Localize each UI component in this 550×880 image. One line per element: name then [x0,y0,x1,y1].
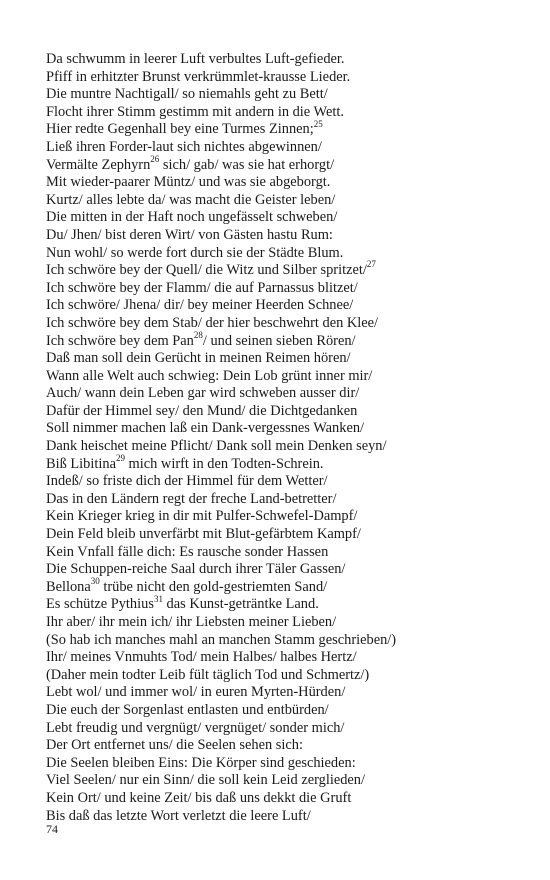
line-text: Kein Krieger krieg in dir mit Pulfer-Schwefel-Dampf/ [46,508,358,525]
line-text: Ich schwöre bey der Flamm/ die auf Parnassus blitzet/ [46,279,358,296]
line-text: Ich schwöre bey dem Stab/ der hier beschwehrt den Klee/ [46,314,379,331]
poem-line [46,245,536,263]
poem-line [46,139,536,157]
footnote-marker: 29 [115,452,125,463]
line-text: Pfiff in erhitzter Brunst verkrümmlet-krausse Lieder. [46,68,351,85]
poem-line [46,259,536,280]
line-text: (Daher mein todter Leib fült täglich Tod und Schmertz/) [46,666,370,683]
line-text: Du/ Jhen/ bist deren Wirt/ von Gästen hastu Rum: [46,226,333,243]
poem-line [46,473,536,491]
poem-line [46,420,536,438]
poem-line [46,86,536,104]
line-text: Die euch der Sorgenlast entlasten und entbürden/ [46,701,329,718]
poem-line [46,192,536,210]
poem-line [46,593,536,614]
footnote-marker: 28 [193,329,203,340]
poem-line [46,491,536,509]
line-text: das Kunst-geträntke Land. [162,596,319,613]
line-text: Es schütze Pythius [46,596,154,613]
poem-line [46,69,536,87]
line-text: Auch/ wann dein Leben gar wird schweben ausser dir/ [46,385,360,402]
footnote-marker: 25 [313,118,323,129]
line-text: Die mitten in der Haft noch ungefässelt schweben/ [46,209,338,226]
footnote-marker: 31 [153,593,163,604]
line-text: mich wirft in den Todten-Schrein. [124,455,324,472]
poem-line [46,329,536,351]
poem-line [46,209,536,227]
line-text: Hier redte Gegenhall bey eine Turmes Zinnen; [46,121,314,138]
poem-line [46,772,536,790]
line-text: Kein Vnfall fälle dich: Es rausche sonder Hassen [46,543,329,560]
line-text: Die muntre Nachtigall/ so niemahls geht zu Bett/ [46,86,328,103]
line-text: Lebt freudig und vergnügt/ vergnüget/ sonder mich/ [46,719,345,736]
poem-line [46,153,536,175]
line-text: Bis daß das letzte Wort verletzt die leere Luft/ [46,807,311,824]
line-text: Daß man soll dein Gerücht in meinen Reimen hören/ [46,350,351,367]
footnote-marker: 27 [366,259,376,270]
poem-line [46,118,536,139]
poem-line [46,403,536,421]
poem-line [46,614,536,632]
line-text: Flocht ihrer Stimm gestimm mit andern in die Wett. [46,103,344,120]
poem-line [46,104,536,122]
line-text: Da schwumm in leerer Luft verbultes Luft-gefieder. [46,51,345,67]
line-text: Viel Seelen/ nur ein Sinn/ die soll kein Leid zerglieden/ [46,772,365,789]
poem-line [46,576,536,597]
poem-line [46,385,536,403]
poem-line [46,315,536,333]
poem-line [46,808,536,826]
line-text: sich/ gab/ was sie hat erhorgt/ [159,156,335,173]
poem-line [46,737,536,755]
line-text: Ließ ihren Forder-laut sich nichtes abgewinnen/ [46,138,322,155]
line-text: Ich schwöre bey der Quell/ die Witz und Silber spritzet/ [46,262,367,279]
line-text: Kein Ort/ und keine Zeit/ bis daß uns dekkt die Gruft [46,789,352,806]
line-text: Dafür der Himmel sey/ den Mund/ die Dichtgedanken [46,402,358,419]
line-text: Vermälte Zephyrn [46,156,151,173]
line-text: Mit wieder-paarer Müntz/ und was sie abgeborgt. [46,174,331,191]
line-text: Wann alle Welt auch schwieg: Dein Lob grünt inner mir/ [46,367,373,384]
poem-text [46,51,536,825]
line-text: Indeß/ so friste dich der Himmel für dem Wetter/ [46,473,328,490]
line-text: Ich schwöre/ Jhena/ dir/ bey meiner Heerden Schnee/ [46,297,354,314]
poem-line [46,350,536,368]
line-text: (So hab ich manches mahl an manchen Stamm geschrieben/) [46,631,397,648]
line-text: Dein Feld bleib unverfärbt mit Blut-gefärbtem Kampf/ [46,526,361,543]
poem-line [46,544,536,562]
line-text: trübe nicht den gold-gestriemten Sand/ [99,578,328,595]
line-text: Der Ort entfernet uns/ die Seelen sehen sich: [46,737,303,754]
line-text: Ihr/ meines Vnmuhts Tod/ mein Halbes/ halbes Hertz/ [46,649,357,666]
poem-line [46,702,536,720]
poem-line [46,632,536,650]
poem-line [46,684,536,702]
poem-line [46,526,536,544]
poem-line [46,561,536,579]
poem-line [46,452,536,474]
poem-line [46,368,536,386]
poem-line [46,790,536,808]
poem-line [46,227,536,245]
page-number: 74 [46,822,58,836]
line-text: Dank heischet meine Pflicht/ Dank soll mein Denken seyn/ [46,438,387,455]
line-text: / und seinen sieben Rören/ [202,332,356,349]
poem-line [46,755,536,773]
line-text: Das in den Ländern regt der freche Land-betretter/ [46,490,337,507]
poem-line [46,280,536,298]
poem-line [46,297,536,315]
line-text: Ihr aber/ ihr mein ich/ ihr Liebsten meiner Lieben/ [46,614,337,630]
line-text: Die Schuppen-reiche Saal durch ihrer Täler Gassen/ [46,561,346,578]
poem-line [46,174,536,192]
line-text: Die Seelen bleiben Eins: Die Körper sind geschieden: [46,754,356,771]
line-text: Bellona [46,578,91,595]
line-text: Lebt wol/ und immer wol/ in euren Myrten-Hürden/ [46,684,346,701]
line-text: Kurtz/ alles lebte da/ was macht die Geister leben/ [46,191,336,208]
line-text: Nun wohl/ so werde fort durch sie der Städte Blum. [46,244,344,261]
poem-line [46,720,536,738]
poem-line [46,667,536,685]
line-text: Ich schwöre bey dem Pan [46,332,194,349]
poem-line [46,649,536,667]
line-text: Biß Libitina [46,455,116,472]
poem-line [46,508,536,526]
line-text: Soll nimmer machen laß ein Dank-vergessnes Wanken/ [46,420,365,437]
poem-line [46,51,536,69]
footnote-marker: 30 [90,576,100,587]
footnote-marker: 26 [150,153,160,164]
